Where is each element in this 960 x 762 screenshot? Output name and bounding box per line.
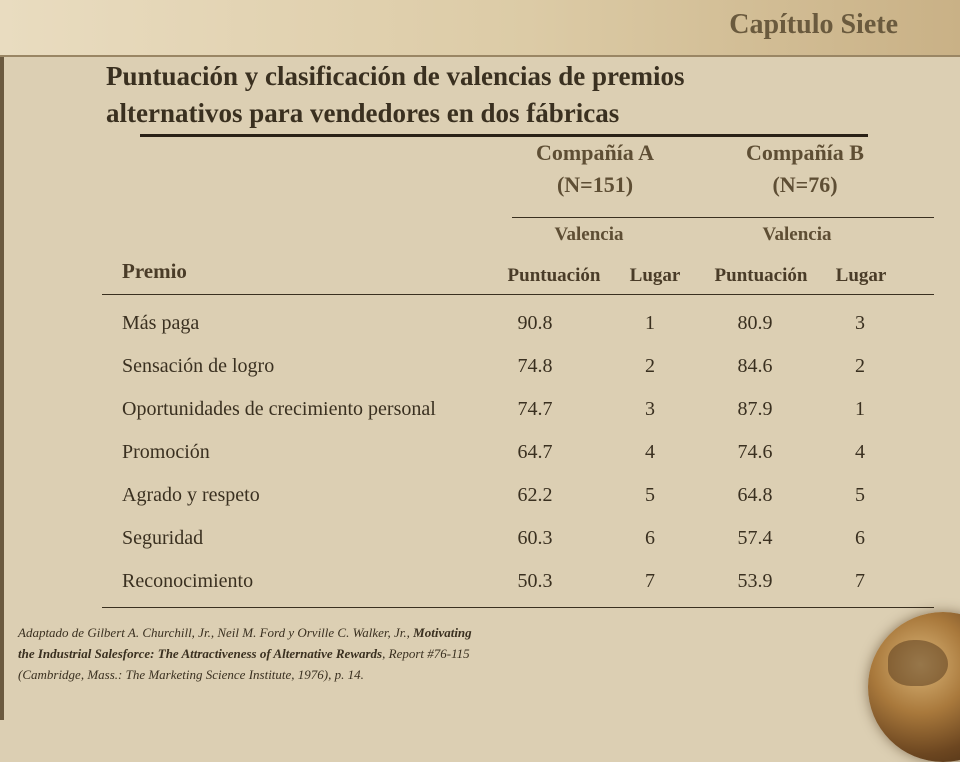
company-a-score-header: Puntuación	[507, 265, 601, 286]
premio-cell: Reconocimiento	[122, 570, 254, 592]
company-b-rank-cell: 7	[855, 570, 865, 592]
company-b-score-cell: 53.9	[737, 570, 773, 592]
company-a-rank-cell: 4	[645, 441, 655, 463]
premio-column-header: Premio	[122, 259, 187, 283]
table-row	[0, 441, 960, 471]
company-b-score-cell: 84.6	[737, 355, 773, 377]
company-a-score-cell: 50.3	[517, 570, 553, 592]
company-header-rule	[512, 217, 934, 218]
company-a-rank-cell: 1	[645, 312, 655, 334]
company-a-rank-header: Lugar	[629, 265, 681, 286]
slide-title-line-2: alternativos para vendedores en dos fábricas	[106, 98, 620, 128]
company-a-rank-cell: 3	[645, 398, 655, 420]
company-a-n: (N=151)	[556, 172, 634, 197]
company-b-n: (N=76)	[772, 172, 838, 197]
company-a-score-cell: 64.7	[517, 441, 553, 463]
company-b-rank-cell: 4	[855, 441, 865, 463]
source-text-part-2: , Report #76-115 (Cambridge, Mass.: The Marketing Science Institute, 1976), p. 14.	[18, 646, 470, 682]
slide-title-line-1: Puntuación y clasificación de valencias de premios	[106, 61, 685, 91]
company-b-rank-cell: 5	[855, 484, 865, 506]
column-header-rule	[102, 294, 934, 295]
company-b-rank-cell: 2	[855, 355, 865, 377]
premio-cell: Promoción	[122, 441, 210, 463]
company-a-header	[495, 137, 695, 201]
company-b-score-cell: 87.9	[737, 398, 773, 420]
company-a-rank-cell: 6	[645, 527, 655, 549]
table-row	[0, 312, 960, 342]
company-a-score-cell: 90.8	[517, 312, 553, 334]
company-b-score-cell: 80.9	[737, 312, 773, 334]
company-a-score-cell: 60.3	[517, 527, 553, 549]
table-row	[0, 398, 960, 428]
header-divider	[0, 55, 960, 57]
left-accent-bar	[0, 57, 4, 720]
company-b-score-cell: 57.4	[737, 527, 773, 549]
company-a-score-cell: 74.8	[517, 355, 553, 377]
company-b-header	[705, 137, 905, 201]
globe-decoration	[868, 612, 960, 762]
slide-title	[106, 58, 906, 132]
company-b-rank-cell: 3	[855, 312, 865, 334]
premio-cell: Más paga	[122, 312, 200, 334]
premio-cell: Sensación de logro	[122, 355, 275, 377]
company-a-rank-cell: 7	[645, 570, 655, 592]
company-b-rank-header: Lugar	[835, 265, 887, 286]
premio-cell: Seguridad	[122, 527, 204, 549]
company-b-score-cell: 64.8	[737, 484, 773, 506]
source-work-title: Motivating the Industrial Salesforce: The Attractiveness of Alternative Rewards	[18, 625, 472, 661]
table-row	[0, 570, 960, 600]
company-b-score-cell: 74.6	[737, 441, 773, 463]
company-a-rank-cell: 2	[645, 355, 655, 377]
company-a-rank-cell: 5	[645, 484, 655, 506]
premio-cell: Oportunidades de crecimiento personal	[122, 398, 436, 420]
company-b-valencia-label: Valencia	[762, 224, 832, 245]
table-bottom-rule	[102, 607, 934, 608]
table-row	[0, 484, 960, 514]
table-row	[0, 527, 960, 557]
company-a-score-cell: 74.7	[517, 398, 553, 420]
company-b-score-header: Puntuación	[714, 265, 808, 286]
premio-cell: Agrado y respeto	[122, 484, 260, 506]
company-a-score-cell: 62.2	[517, 484, 553, 506]
company-a-name: Compañía A	[536, 140, 654, 165]
company-b-rank-cell: 1	[855, 398, 865, 420]
company-b-rank-cell: 6	[855, 527, 865, 549]
company-b-name: Compañía B	[746, 140, 864, 165]
source-citation	[18, 622, 488, 685]
table-row	[0, 355, 960, 385]
source-text-part-1: Adaptado de Gilbert A. Churchill, Jr., Neil M. Ford y Orville C. Walker, Jr.,	[18, 625, 414, 640]
company-a-valencia-label: Valencia	[554, 224, 624, 245]
chapter-label: Capítulo Siete	[729, 9, 898, 40]
